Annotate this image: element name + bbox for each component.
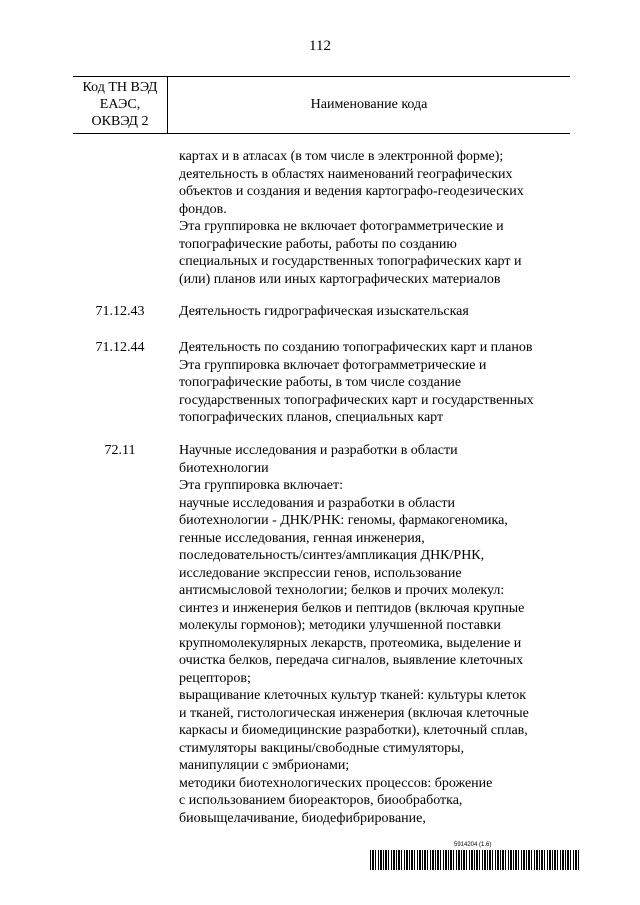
text-line: Деятельность гидрографическая изыскательская [179, 304, 469, 319]
text-line: картах и в атласах (в том числе в электронной форме); [179, 149, 504, 164]
text-line: Научные исследования и разработки в области [179, 443, 458, 458]
barcode-label: 5914204 (1.6) [454, 842, 492, 848]
text-line: биовыщелачивание, биодефибрирование, [179, 810, 426, 826]
text-line: манипуляции с эмбрионами; [179, 758, 350, 773]
entry-description [179, 303, 571, 321]
text-line: биотехнологии [179, 460, 269, 476]
text-line: топографические работы, в том числе создание [179, 375, 462, 390]
text-line: научные исследования и разработки в области [179, 495, 455, 511]
text-line: генные исследования, генная инженерия, [179, 530, 425, 546]
text-line: специальных и государственных топографических карт и [179, 254, 522, 269]
table-header [73, 76, 570, 134]
text-line: деятельность в областях наименований географических [179, 166, 513, 182]
text-line: объектов и создания и ведения картографо-геодезических [179, 184, 524, 199]
text-line: исследование экспрессии генов, использование [179, 565, 462, 581]
text-line: молекулы гормонов); методики улучшенной поставки [179, 618, 501, 633]
text-line: методики биотехнологических процессов: брожение [179, 775, 493, 791]
text-line: Эта группировка включает: [179, 478, 343, 493]
text-line: фондов. [179, 201, 227, 217]
entry-code: 71.12.43 [95, 304, 145, 319]
text-line: биотехнологии - ДНК/РНК: геномы, фармакогеномика, [179, 513, 508, 528]
entry-description [179, 339, 571, 427]
header-code-line: ОКВЭД 2 [91, 114, 149, 129]
text-line: Деятельность по созданию топографических карт и планов [179, 340, 533, 355]
text-line: государственных топографических карт и государственных [179, 392, 534, 408]
text-line: выращивание клеточных культур тканей: культуры клеток [179, 688, 527, 703]
text-line: (или) планов или иных картографических материалов [179, 271, 501, 287]
text-line: рецепторов; [179, 670, 251, 686]
text-line: каркасы и биомедицинские разработки), клеточный сплав, [179, 723, 528, 738]
text-line: топографические работы, работы по созданию [179, 236, 457, 252]
text-line: Эта группировка не включает фотограмметрические и [179, 219, 504, 234]
entry-code: 72.11 [104, 443, 136, 458]
header-name-column: Наименование кода [167, 77, 570, 133]
header-code-column [73, 79, 167, 130]
header-code-line: ЕАЭС, [99, 97, 141, 112]
entry-code: 71.12.44 [95, 340, 145, 355]
barcode-image [370, 850, 580, 870]
text-line: с использованием биореакторов, биообработка, [179, 793, 463, 808]
text-line: стимуляторы вакцины/свободные стимуляторы, [179, 740, 465, 756]
text-line: Эта группировка включает фотограмметрические и [179, 357, 487, 373]
text-line: синтез и инженерия белков и пептидов (включая крупные [179, 600, 525, 616]
page-number: 112 [309, 38, 331, 54]
header-code-line: Код ТН ВЭД [82, 80, 158, 95]
text-line: и тканей, гистологическая инженерия (включая клеточные [179, 705, 529, 721]
entry-description [179, 148, 571, 288]
entry-description [179, 442, 571, 827]
text-line: последовательность/синтез/ампликация ДНК/РНК, [179, 548, 485, 563]
text-line: очистка белков, передача сигналов, выявление клеточных [179, 653, 524, 668]
text-line: топографических планов, специальных карт [179, 410, 444, 425]
text-line: антисмысловой технологии; белков и прочих молекул: [179, 583, 505, 598]
text-line: крупномолекулярных лекарств, протеомика, выделение и [179, 635, 522, 651]
